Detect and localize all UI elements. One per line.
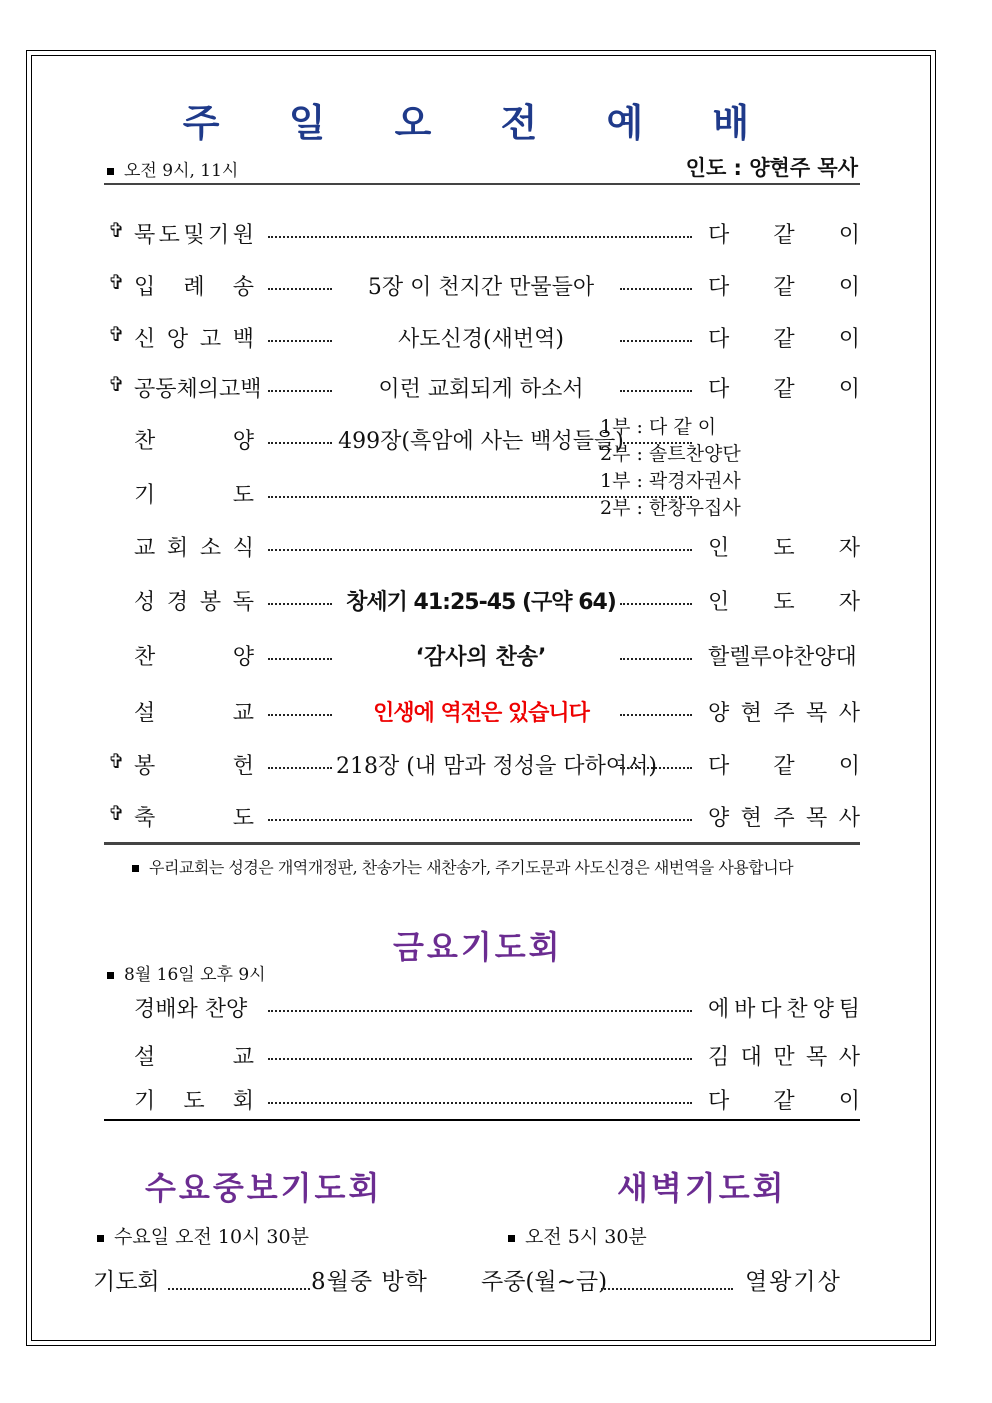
prayer-leaders	[600, 468, 752, 522]
order-label-char: 양	[232, 645, 254, 670]
order-responsible	[708, 749, 860, 780]
friday-responsible	[708, 992, 860, 1023]
order-responsible-char: 인	[708, 536, 730, 561]
friday-responsible-char: 같	[773, 1089, 795, 1114]
wednesday-label: 기도회	[93, 1269, 160, 1295]
dawn-title: 새벽기도회	[617, 1169, 787, 1207]
order-responsible-char: 같	[773, 223, 795, 248]
order-responsible-char: 다	[708, 327, 730, 352]
leader-dots	[620, 368, 692, 392]
order-label-char: 소	[199, 536, 222, 561]
order-label	[134, 322, 254, 353]
praise-leader-1: 1부 : 다 같 이	[600, 416, 717, 438]
order-label	[134, 218, 254, 249]
order-label-char: 도	[232, 483, 254, 508]
dawn-value: 열왕기상	[745, 1269, 842, 1295]
order-responsible	[708, 218, 860, 249]
bullet-square-icon	[107, 168, 114, 175]
order-responsible-char: 이	[838, 223, 860, 248]
divider-order-end	[104, 842, 860, 845]
order-label-char: 독	[232, 590, 254, 615]
order-responsible-char: 목	[806, 701, 828, 726]
leader-dots	[620, 692, 692, 716]
order-responsible-char: 같	[773, 754, 795, 779]
order-detail: 499장(흑암에 사는 백성들을)	[338, 429, 624, 454]
leader-dots	[620, 581, 692, 605]
praise-leader-2: 2부 : 솔트찬양단	[600, 443, 741, 465]
order-detail: 사도신경(새번역)	[398, 327, 564, 352]
order-label-char: 기	[208, 223, 230, 248]
order-label-char: 앙	[166, 327, 189, 352]
order-label-char: 신	[134, 327, 156, 352]
friday-responsible-char: 이	[838, 1089, 860, 1114]
cross-icon: ✞	[108, 801, 125, 825]
order-responsible	[708, 531, 860, 562]
wednesday-time: 수요일 오전 10시 30분	[97, 1222, 309, 1249]
prayer-leader-1: 1부 : 곽경자권사	[600, 470, 741, 492]
order-label	[134, 531, 254, 562]
leader-dots	[268, 745, 332, 769]
bullet-square-icon	[107, 972, 114, 979]
order-responsible-char: 인	[708, 590, 730, 615]
cross-icon: ✞	[108, 322, 125, 346]
order-responsible-char: 다	[708, 377, 730, 402]
order-responsible-char: 주	[773, 806, 795, 831]
friday-responsible-char: 목	[806, 1045, 828, 1070]
order-label-char: 성	[134, 590, 156, 615]
service-time: 오전 9시, 11시	[107, 156, 238, 181]
order-label-char: 및	[183, 223, 205, 248]
friday-responsible	[708, 1040, 860, 1071]
friday-label-char: 설	[134, 1045, 156, 1070]
order-responsible-char: 양	[708, 701, 730, 726]
leader-dots	[268, 420, 332, 444]
leader-dots	[620, 318, 692, 342]
friday-responsible-char: 대	[740, 1045, 762, 1070]
leader-dots	[268, 1080, 692, 1104]
order-responsible-char: 목	[806, 806, 828, 831]
order-label-char: 회	[166, 536, 189, 561]
leader-dots	[620, 266, 692, 290]
order-label-char: 묵	[134, 223, 156, 248]
order-responsible-char: 이	[838, 327, 860, 352]
friday-responsible-char: 만	[773, 1045, 795, 1070]
friday-responsible-char: 에	[708, 997, 730, 1022]
dawn-time: 오전 5시 30분	[508, 1222, 647, 1249]
leader-dots	[268, 636, 332, 660]
leader-dots	[268, 581, 332, 605]
order-label-char: 양	[232, 429, 254, 454]
leader-dots	[268, 1036, 692, 1060]
order-row	[108, 636, 860, 676]
order-label-char: 교	[232, 701, 254, 726]
order-label	[134, 424, 254, 455]
friday-responsible-char: 팀	[838, 997, 860, 1022]
order-label-char: 입	[134, 275, 156, 300]
order-detail: ‘감사의 찬송’	[415, 645, 547, 670]
divider-friday-end	[104, 1119, 860, 1121]
order-detail: 이런 교회되게 하소서	[378, 377, 584, 402]
order-label-char: 송	[232, 275, 254, 300]
order-responsible	[708, 801, 860, 832]
order-responsible-char: 같	[773, 275, 795, 300]
order-responsible	[708, 322, 860, 353]
order-row	[108, 797, 860, 837]
order-responsible-char: 할렐루야찬양대	[708, 645, 857, 670]
order-label-char: 봉	[199, 590, 222, 615]
friday-responsible-char: 찬	[786, 997, 808, 1022]
leader-dots	[268, 368, 332, 392]
order-row	[108, 214, 860, 254]
leader-dots	[268, 692, 332, 716]
order-label-char: 도	[158, 223, 180, 248]
leader-dots	[268, 988, 692, 1012]
order-responsible-char: 다	[708, 275, 730, 300]
order-label-char: 고	[199, 327, 222, 352]
order-row	[108, 318, 860, 358]
leader: 인도 : 양현주 목사	[685, 156, 858, 180]
order-detail: 인생에 역전은 있습니다	[373, 701, 589, 726]
order-responsible-char: 도	[773, 590, 795, 615]
bullet-square-icon	[132, 865, 139, 872]
order-responsible-char: 이	[838, 275, 860, 300]
friday-row	[108, 1036, 860, 1076]
friday-responsible-char: 바	[734, 997, 756, 1022]
order-responsible-char: 이	[838, 377, 860, 402]
order-responsible-char: 현	[740, 806, 762, 831]
order-responsible-char: 자	[838, 536, 860, 561]
order-label-char: 교	[134, 536, 156, 561]
usage-note: 우리교회는 성경은 개역개정판, 찬송가는 새찬송가, 주기도문과 사도신경은 새번역을 사용합니다	[132, 855, 793, 878]
order-row	[108, 368, 860, 408]
leader-dots	[268, 214, 692, 238]
order-detail: 창세기 41:25-45 (구약 64)	[346, 590, 616, 615]
order-label-char: 원	[232, 223, 254, 248]
order-row	[108, 692, 860, 732]
order-detail: 5장 이 천지간 만물들아	[367, 275, 595, 300]
order-responsible-char: 도	[773, 536, 795, 561]
divider-top	[104, 183, 860, 185]
wednesday-value: 8월중 방학	[311, 1269, 428, 1295]
friday-label	[134, 1040, 254, 1071]
order-responsible-char: 같	[773, 327, 795, 352]
order-row	[108, 527, 860, 567]
bullet-square-icon	[97, 1235, 104, 1242]
order-label	[134, 696, 254, 727]
order-label-char: 설	[134, 701, 156, 726]
order-label-char: 기	[134, 483, 156, 508]
leader-dots	[268, 797, 692, 821]
friday-label-char: 교	[232, 1045, 254, 1070]
friday-label	[134, 992, 247, 1023]
cross-icon: ✞	[108, 372, 125, 396]
cross-icon: ✞	[108, 749, 125, 773]
order-label-char: 축	[134, 806, 156, 831]
order-label-char: 찬	[134, 429, 156, 454]
friday-responsible-char: 양	[812, 997, 834, 1022]
order-row	[108, 266, 860, 306]
order-label-char: 경	[166, 590, 189, 615]
order-row	[108, 581, 860, 621]
wednesday-leader-dots	[168, 1266, 310, 1290]
order-responsible	[708, 640, 860, 671]
order-label	[134, 640, 254, 671]
friday-label-char: 기	[134, 1089, 156, 1114]
friday-title: 금요기도회	[393, 928, 563, 966]
page-title: 주 일 오 전 예 배	[182, 101, 778, 145]
order-row	[108, 745, 860, 785]
order-label-char: 봉	[134, 754, 156, 779]
order-responsible-char: 같	[773, 377, 795, 402]
friday-label-char: 도	[183, 1089, 205, 1114]
order-responsible-char: 이	[838, 754, 860, 779]
order-label	[134, 749, 254, 780]
bullet-square-icon	[508, 1235, 515, 1242]
order-label-char: 도	[232, 806, 254, 831]
order-responsible-char: 사	[838, 806, 860, 831]
order-label	[134, 478, 254, 509]
friday-row	[108, 988, 860, 1028]
order-responsible-char: 사	[838, 701, 860, 726]
dawn-label: 주중(월~금)	[481, 1269, 608, 1295]
order-label	[134, 801, 254, 832]
order-label-char: 식	[232, 536, 254, 561]
friday-label-char: 회	[232, 1089, 254, 1114]
order-label	[134, 270, 254, 301]
order-responsible-char: 자	[838, 590, 860, 615]
order-responsible	[708, 372, 860, 403]
leader-dots	[268, 266, 332, 290]
friday-responsible-char: 다	[708, 1089, 730, 1114]
leader-dots	[268, 318, 332, 342]
order-responsible-char: 현	[740, 701, 762, 726]
cross-icon: ✞	[108, 270, 125, 294]
order-responsible-char: 다	[708, 223, 730, 248]
order-label-char: 헌	[232, 754, 254, 779]
order-responsible-char: 양	[708, 806, 730, 831]
friday-label-char: 경배와 찬양	[134, 997, 248, 1022]
order-responsible-char: 주	[773, 701, 795, 726]
dawn-leader-dots	[601, 1266, 733, 1290]
friday-responsible-char: 다	[760, 997, 782, 1022]
order-label-char: 찬	[134, 645, 156, 670]
friday-responsible-char: 사	[838, 1045, 860, 1070]
praise-leaders	[600, 414, 752, 468]
order-label	[134, 585, 254, 616]
friday-label	[134, 1084, 254, 1115]
wednesday-title: 수요중보기도회	[145, 1169, 383, 1207]
order-label-char: 공동체의고백	[134, 377, 262, 402]
order-responsible-char: 다	[708, 754, 730, 779]
order-label-char: 백	[232, 327, 254, 352]
friday-time: 8월 16일 오후 9시	[107, 960, 266, 985]
friday-responsible	[708, 1084, 860, 1115]
order-responsible	[708, 585, 860, 616]
leader-dots	[268, 527, 692, 551]
order-responsible	[708, 270, 860, 301]
friday-row	[108, 1080, 860, 1120]
leader-dots	[620, 636, 692, 660]
order-responsible	[708, 696, 860, 727]
prayer-leader-2: 2부 : 한창우집사	[600, 497, 741, 519]
friday-responsible-char: 김	[708, 1045, 730, 1070]
order-label-char: 례	[183, 275, 205, 300]
order-detail: 218장 (내 맘과 정성을 다하여서)	[336, 754, 657, 779]
order-label	[134, 372, 262, 403]
cross-icon: ✞	[108, 218, 125, 242]
leader-dots	[620, 745, 692, 769]
